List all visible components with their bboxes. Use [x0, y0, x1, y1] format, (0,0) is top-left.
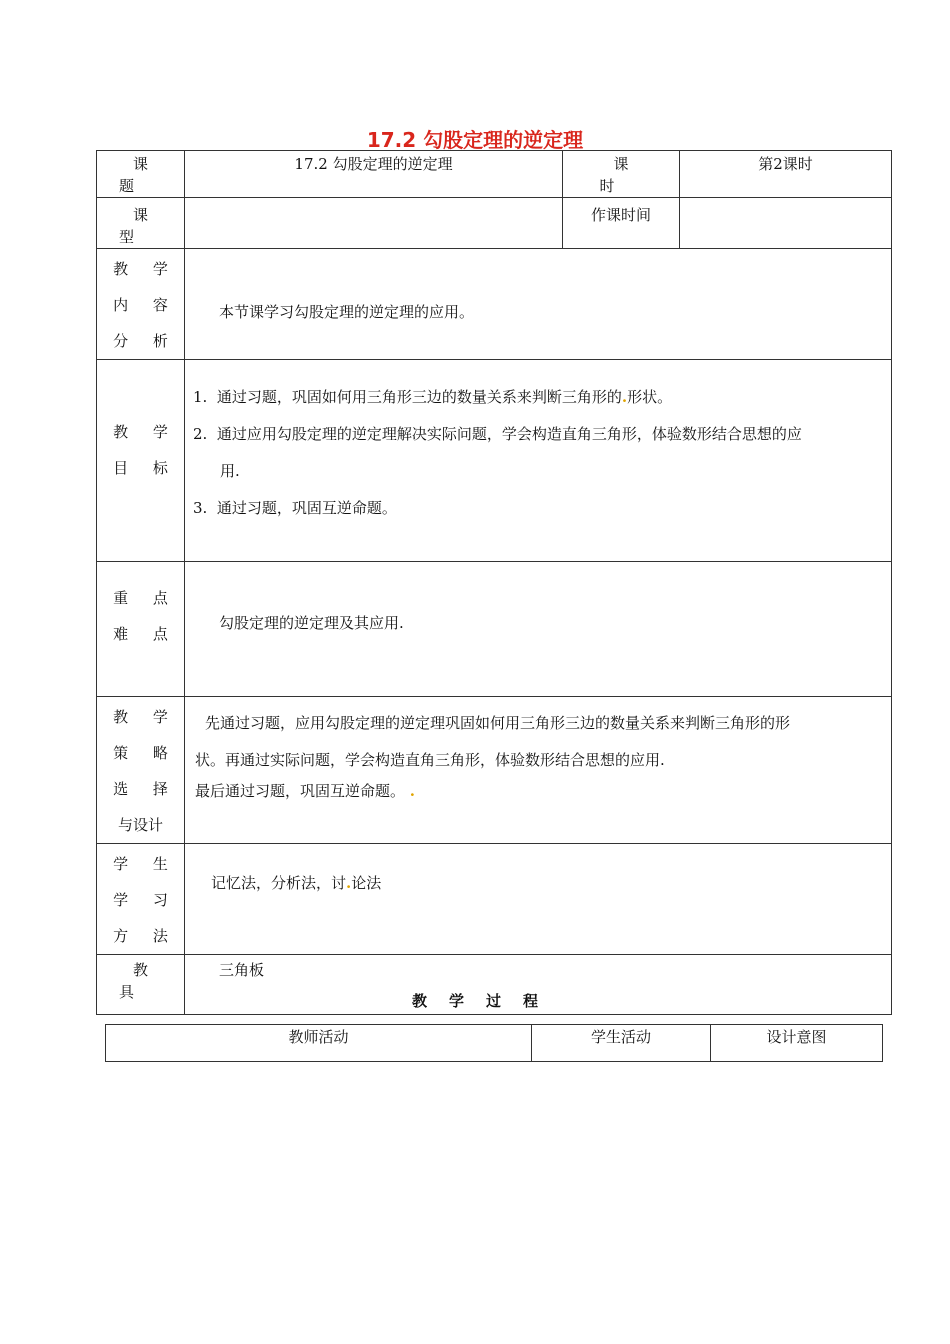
dot-mark: . [346, 874, 352, 892]
row-strategy [97, 697, 892, 844]
content-analysis-label [97, 249, 185, 360]
row-key-points [97, 562, 892, 697]
goal-number: 1. [193, 388, 208, 406]
label-line: 难 点 [113, 625, 178, 643]
key-points-text: 勾股定理的逆定理及其应用. [185, 562, 892, 697]
goal-item [193, 416, 885, 453]
label-line: 教 学 [113, 423, 178, 441]
row-content-analysis [97, 249, 892, 360]
type-value [185, 198, 563, 249]
row-type [97, 198, 892, 249]
label-line: 学 生 [113, 855, 178, 873]
label-line: 重 点 [113, 589, 178, 607]
strategy-label [97, 697, 185, 844]
time-value [680, 198, 892, 249]
process-header-row [106, 1025, 883, 1062]
tools-text: 三角板 [185, 955, 892, 1015]
tools-label: 教 具 [97, 955, 185, 1015]
dot-mark: . [621, 388, 628, 406]
label-line: 教 学 [113, 260, 178, 278]
strategy-line-text: 最后通过习题，巩固互逆命题。 [195, 782, 406, 800]
page-title: 17.2 勾股定理的逆定理 [366, 128, 584, 152]
goals-list [185, 360, 892, 562]
strategy-line [195, 779, 883, 803]
period-value: 第2课时 [680, 151, 892, 198]
strategy-text [185, 697, 892, 844]
process-column-header: 教师活动 [106, 1025, 532, 1062]
methods-text-part: 论法 [351, 874, 382, 892]
goal-number: 2. [193, 425, 208, 443]
row-topic [97, 151, 892, 198]
topic-label: 课 题 [97, 151, 185, 198]
row-methods [97, 844, 892, 955]
row-goals [97, 360, 892, 562]
goal-text: 通过应用勾股定理的逆定理解决实际问题，学会构造直角三角形，体验数形结合思想的应 [216, 425, 802, 443]
type-label: 课 型 [97, 198, 185, 249]
label-line: 学 习 [113, 891, 178, 909]
label-line: 目 标 [113, 459, 178, 477]
process-table [105, 1024, 883, 1062]
methods-text-part: 记忆法，分析法，讨 [211, 874, 347, 892]
time-label: 作课时间 [563, 198, 680, 249]
label-line: 内 容 [113, 296, 178, 314]
strategy-line: 状。再通过实际问题，学会构造直角三角形，体验数形结合思想的应用. [195, 751, 665, 769]
label-line: 方 法 [113, 927, 178, 945]
goal-text: 通过习题，巩固如何用三角形三边的数量关系来判断三角形的 [216, 388, 622, 406]
goal-continuation: 用. [220, 462, 240, 480]
label-line: 分 析 [113, 332, 178, 350]
goals-label [97, 360, 185, 562]
label-line: 与设计 [117, 816, 163, 834]
lesson-plan-table [96, 150, 892, 1015]
goal-number: 3. [193, 499, 208, 517]
methods-label [97, 844, 185, 955]
label-line: 教 学 [113, 708, 178, 726]
strategy-line: 先通过习题，应用勾股定理的逆定理巩固如何用三角形三边的数量关系来判断三角形的形 [205, 714, 791, 732]
goal-text: 通过习题，巩固互逆命题。 [216, 499, 397, 517]
key-points-label [97, 562, 185, 697]
goal-item [193, 490, 885, 527]
process-title: 教学过程 [411, 992, 560, 1010]
goal-text: 形状。 [627, 388, 673, 406]
period-label: 课 时 [563, 151, 680, 198]
process-column-header: 学生活动 [532, 1025, 711, 1062]
label-line: 策 略 [113, 744, 178, 762]
content-analysis-text: 本节课学习勾股定理的逆定理的应用。 [185, 249, 892, 360]
process-column-header: 设计意图 [711, 1025, 883, 1062]
goal-item [193, 379, 885, 416]
methods-text [185, 844, 892, 955]
dot-mark: . [409, 782, 416, 800]
topic-value: 17.2 勾股定理的逆定理 [185, 151, 563, 198]
label-line: 选 择 [113, 780, 178, 798]
